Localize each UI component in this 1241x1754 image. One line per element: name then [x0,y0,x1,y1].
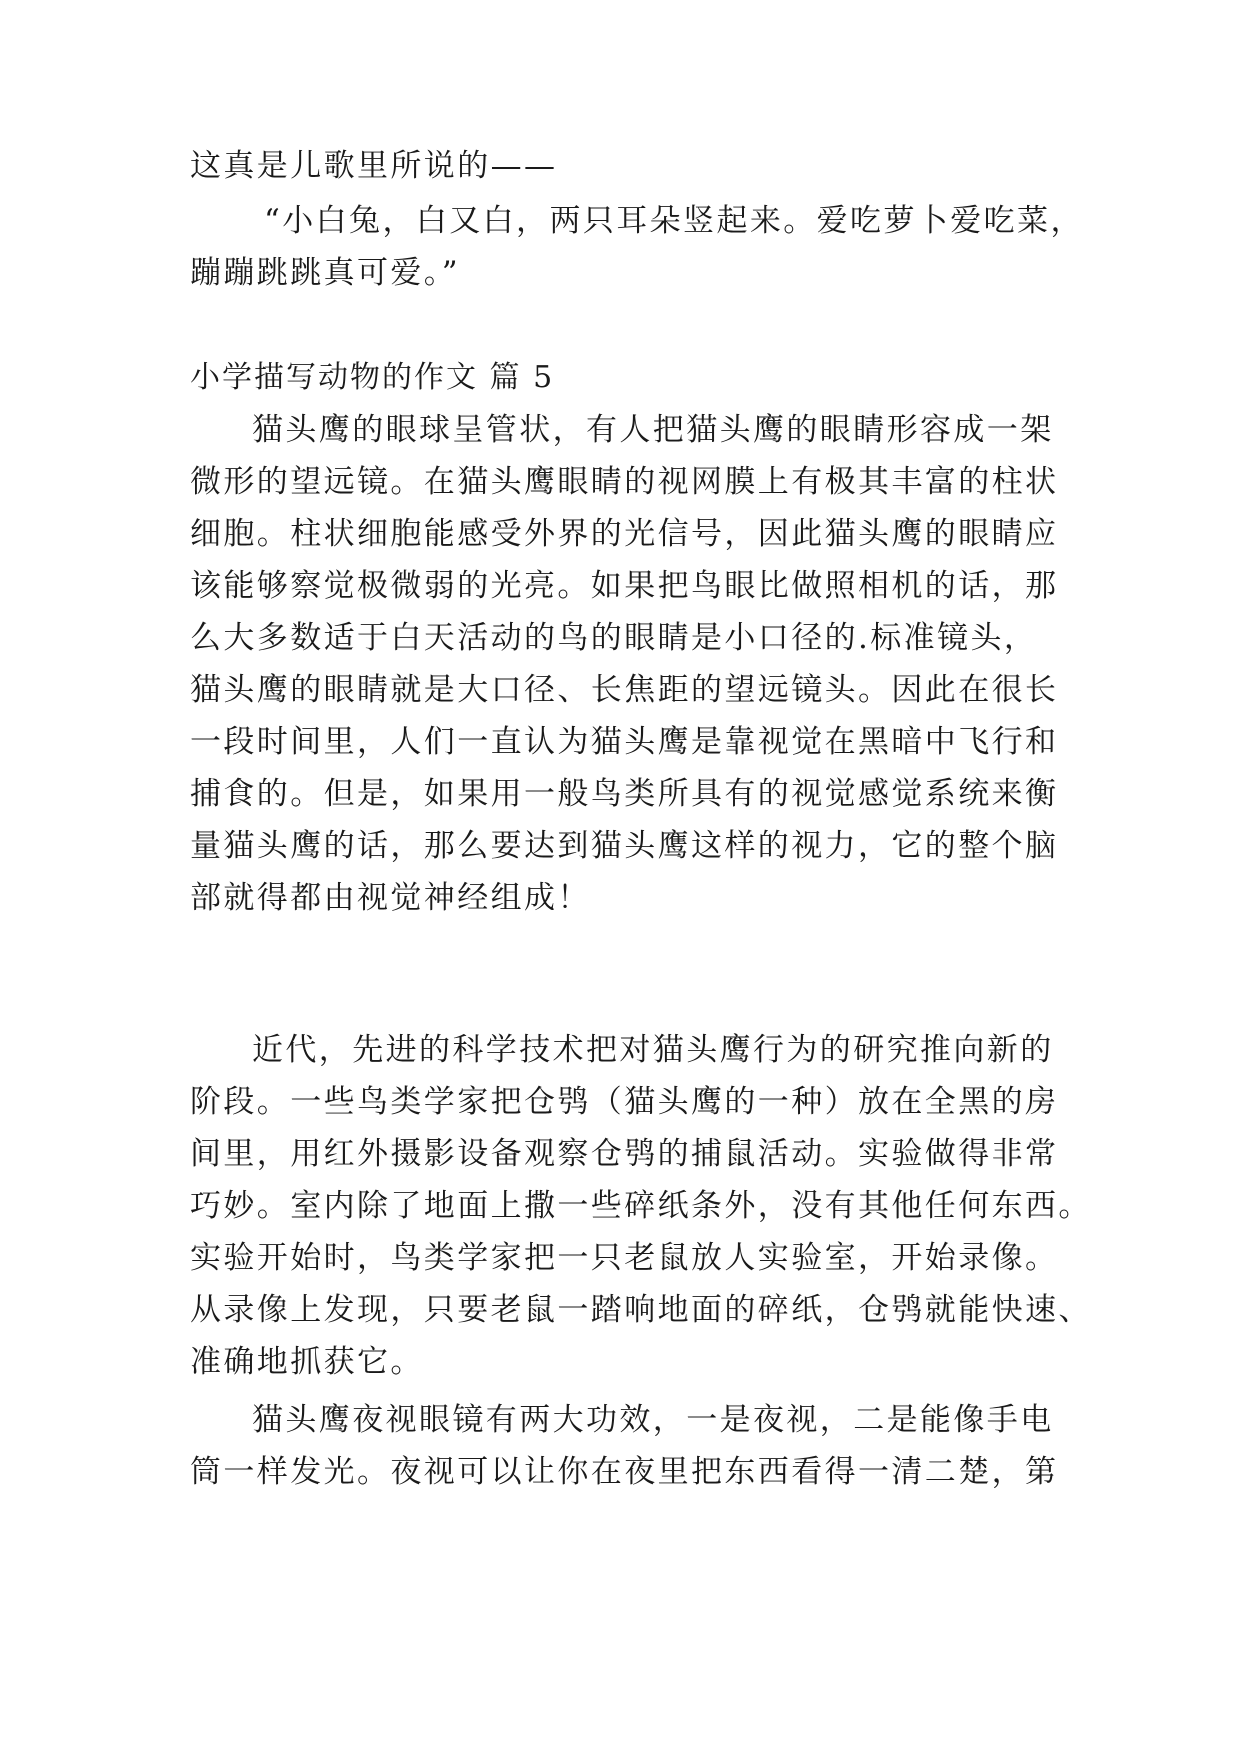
paragraph-line: 么大多数适于白天活动的鸟的眼睛是小口径的.标准镜头， [190,620,1038,656]
section-heading: 小学描写动物的作文 篇 5 [190,360,555,395]
paragraph-line: 捕食的。但是，如果用一般鸟类所具有的视觉感觉系统来衡 [190,776,1059,812]
paragraph-line: 猫头鹰的眼球呈管状，有人把猫头鹰的眼睛形容成一架 [252,412,1054,448]
intro-line: 这真是儿歌里所说的—— [190,148,558,184]
paragraph-line: 细胞。柱状细胞能感受外界的光信号，因此猫头鹰的眼睛应 [190,516,1059,552]
paragraph-line: 一段时间里，人们一直认为猫头鹰是靠视觉在黑暗中飞行和 [190,724,1059,760]
paragraph-line: 巧妙。室内除了地面上撒一些碎纸条外，没有其他任何东西。 [190,1188,1092,1224]
paragraph-line: 部就得都由视觉神经组成！ [190,880,591,916]
paragraph-line: 猫头鹰的眼睛就是大口径、长焦距的望远镜头。因此在很长 [190,672,1059,708]
paragraph-line: 阶段。一些鸟类学家把仓鸮（猫头鹰的一种）放在全黑的房 [190,1084,1059,1120]
paragraph-line: 间里，用红外摄影设备观察仓鸮的捕鼠活动。实验做得非常 [190,1136,1059,1172]
paragraph-line: 猫头鹰夜视眼镜有两大功效，一是夜视，二是能像手电 [252,1402,1054,1438]
paragraph-line: 微形的望远镜。在猫头鹰眼睛的视网膜上有极其丰富的柱状 [190,464,1059,500]
paragraph-line: 近代，先进的科学技术把对猫头鹰行为的研究推向新的 [252,1032,1054,1068]
paragraph-line: 量猫头鹰的话，那么要达到猫头鹰这样的视力，它的整个脑 [190,828,1059,864]
paragraph-line: 该能够察觉极微弱的光亮。如果把鸟眼比做照相机的话，那 [190,568,1059,604]
paragraph-line: 筒一样发光。夜视可以让你在夜里把东西看得一清二楚，第 [190,1454,1059,1490]
paragraph-line: 从录像上发现，只要老鼠一踏响地面的碎纸，仓鸮就能快速、 [190,1292,1092,1328]
rhyme-line: “小白兔，白又白，两只耳朵竖起来。爱吃萝卜爱吃菜， [264,203,1084,239]
paragraph-line: 实验开始时，鸟类学家把一只老鼠放人实验室，开始录像。 [190,1240,1059,1276]
paragraph-line: 准确地抓获它。 [190,1344,424,1380]
rhyme-line: 蹦蹦跳跳真可爱。” [190,255,460,291]
